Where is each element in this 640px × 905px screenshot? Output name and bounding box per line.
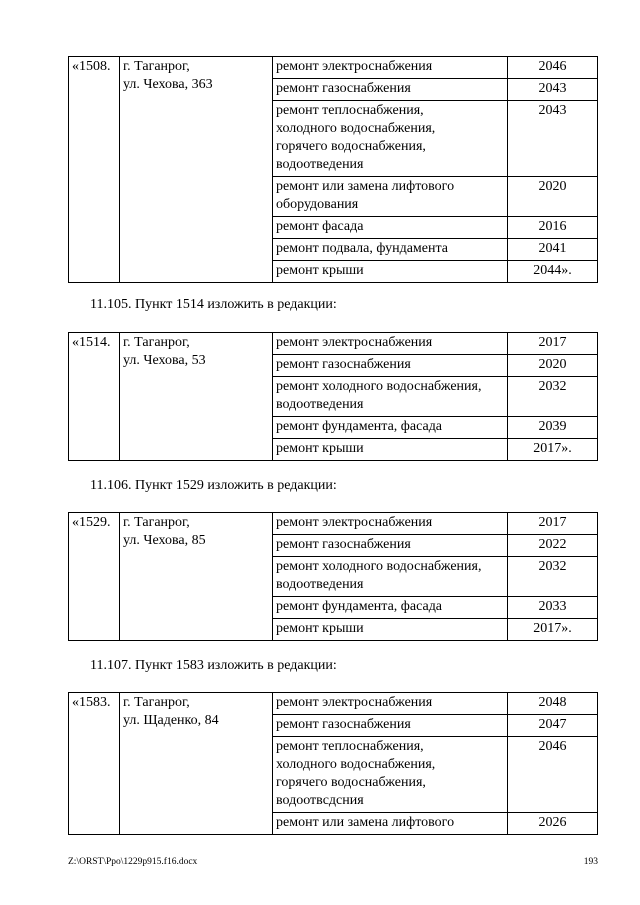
year-cell: 2033	[508, 597, 598, 619]
work-type-cell: ремонт газоснабжения	[273, 355, 508, 377]
work-type-cell: ремонт крыши	[273, 619, 508, 641]
work-type-cell: ремонт фасада	[273, 217, 508, 239]
table-item-1508	[68, 56, 598, 283]
table-item-1514	[68, 332, 598, 461]
year-cell: 2020	[508, 355, 598, 377]
address-line: ул. Чехова, 53	[123, 353, 206, 368]
item-number-cell: «1514.	[69, 333, 120, 461]
table-item-1529	[68, 512, 598, 641]
work-type-cell: ремонт холодного водоснабжения, водоотведения	[273, 557, 508, 597]
work-type-cell: ремонт теплоснабжения, холодного водоснабжения, горячего водоснабжения, водоотвсдсния	[273, 737, 508, 813]
work-type-cell: ремонт электроснабжения	[273, 513, 508, 535]
table-row	[69, 513, 598, 535]
item-number-cell: «1508.	[69, 57, 120, 283]
address-cell	[120, 693, 273, 835]
year-cell: 2017».	[508, 619, 598, 641]
year-cell: 2043	[508, 79, 598, 101]
address-line: ул. Чехова, 85	[123, 533, 206, 548]
year-cell: 2041	[508, 239, 598, 261]
year-cell: 2026	[508, 813, 598, 835]
work-type-cell: ремонт или замена лифтового	[273, 813, 508, 835]
work-type-cell: ремонт фундамента, фасада	[273, 417, 508, 439]
paragraph-11-105: 11.105. Пункт 1514 изложить в редакции:	[90, 297, 337, 312]
work-type-cell: ремонт теплоснабжения, холодного водоснабжения, горячего водоснабжения, водоотведения	[273, 101, 508, 177]
year-cell: 2032	[508, 377, 598, 417]
work-type-cell: ремонт крыши	[273, 439, 508, 461]
schedule-table	[68, 512, 598, 641]
table-item-1583	[68, 692, 598, 835]
work-type-cell: ремонт подвала, фундамента	[273, 239, 508, 261]
work-type-cell: ремонт крыши	[273, 261, 508, 283]
year-cell: 2048	[508, 693, 598, 715]
work-type-cell: ремонт холодного водоснабжения, водоотведения	[273, 377, 508, 417]
address-cell	[120, 513, 273, 641]
work-type-cell: ремонт газоснабжения	[273, 715, 508, 737]
year-cell: 2032	[508, 557, 598, 597]
work-type-cell: ремонт электроснабжения	[273, 693, 508, 715]
year-cell: 2047	[508, 715, 598, 737]
table-row	[69, 333, 598, 355]
year-cell: 2022	[508, 535, 598, 557]
year-cell: 2044».	[508, 261, 598, 283]
year-cell: 2016	[508, 217, 598, 239]
year-cell: 2043	[508, 101, 598, 177]
schedule-table	[68, 692, 598, 835]
work-type-cell: ремонт или замена лифтового оборудования	[273, 177, 508, 217]
schedule-table	[68, 332, 598, 461]
year-cell: 2039	[508, 417, 598, 439]
schedule-table	[68, 56, 598, 283]
address-line: г. Таганрог,	[123, 695, 190, 710]
year-cell: 2017».	[508, 439, 598, 461]
address-line: ул. Чехова, 363	[123, 77, 213, 92]
work-type-cell: ремонт электроснабжения	[273, 333, 508, 355]
year-cell: 2017	[508, 513, 598, 535]
address-cell	[120, 333, 273, 461]
year-cell: 2017	[508, 333, 598, 355]
work-type-cell: ремонт газоснабжения	[273, 79, 508, 101]
table-row	[69, 57, 598, 79]
year-cell: 2046	[508, 737, 598, 813]
address-line: г. Таганрог,	[123, 515, 190, 530]
work-type-cell: ремонт газоснабжения	[273, 535, 508, 557]
work-type-cell: ремонт электроснабжения	[273, 57, 508, 79]
footer-file-path: Z:\ORST\Ppo\1229p915.f16.docx	[68, 857, 198, 867]
year-cell: 2020	[508, 177, 598, 217]
table-row	[69, 693, 598, 715]
address-line: ул. Щаденко, 84	[123, 713, 219, 728]
paragraph-11-107: 11.107. Пункт 1583 изложить в редакции:	[90, 658, 337, 673]
paragraph-11-106: 11.106. Пункт 1529 изложить в редакции:	[90, 478, 337, 493]
year-cell: 2046	[508, 57, 598, 79]
item-number-cell: «1529.	[69, 513, 120, 641]
footer-page-number: 193	[583, 857, 598, 867]
item-number-cell: «1583.	[69, 693, 120, 835]
address-line: г. Таганрог,	[123, 59, 190, 74]
address-cell	[120, 57, 273, 283]
work-type-cell: ремонт фундамента, фасада	[273, 597, 508, 619]
address-line: г. Таганрог,	[123, 335, 190, 350]
